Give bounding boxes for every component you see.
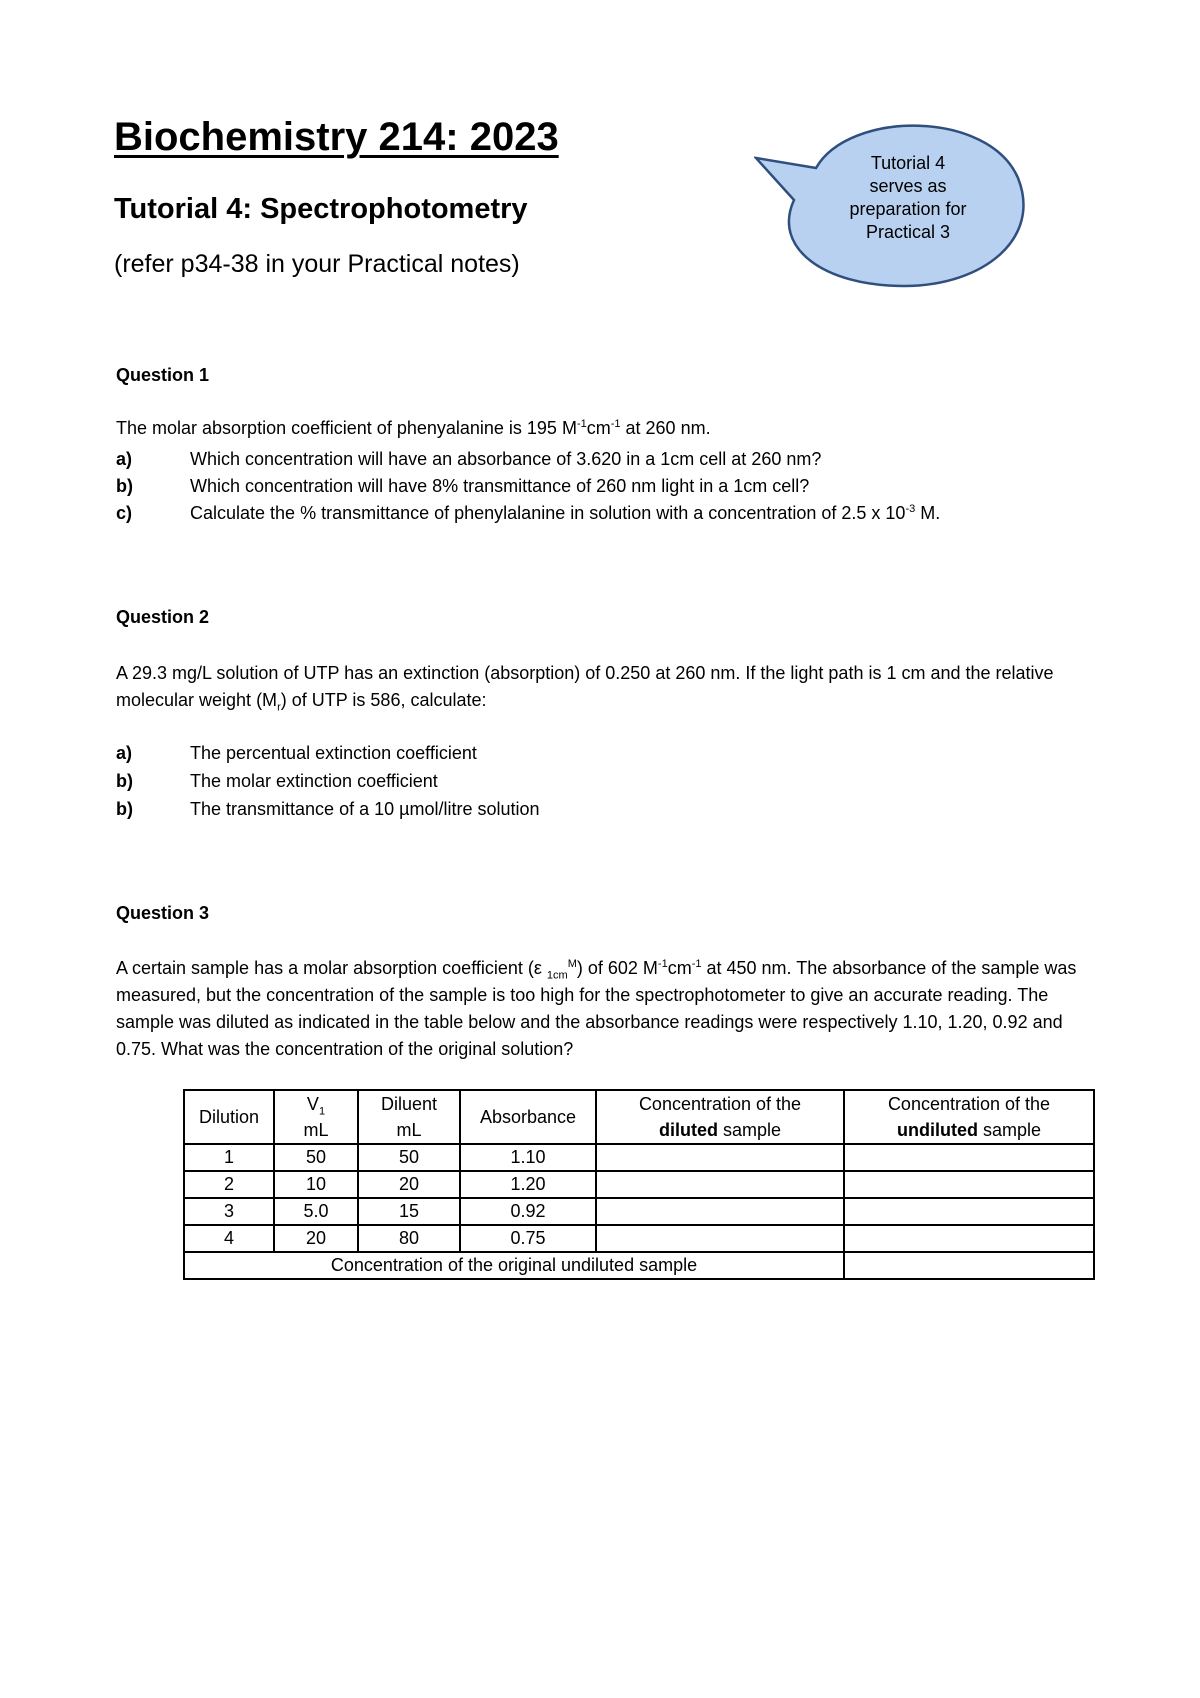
cell-absorbance: 0.75	[460, 1225, 596, 1252]
item-text: The transmittance of a 10 µmol/litre solution	[190, 799, 540, 819]
col-header-dilution: Dilution	[184, 1090, 274, 1144]
cell-dilution: 4	[184, 1225, 274, 1252]
tutorial-subtitle: Tutorial 4: Spectrophotometry	[114, 193, 528, 225]
table-footer-row	[184, 1252, 1094, 1279]
cell-v1: 50	[274, 1144, 358, 1171]
callout-line: Tutorial 4	[870, 153, 946, 173]
cell-diluent: 15	[358, 1198, 460, 1225]
cell-diluent: 80	[358, 1225, 460, 1252]
item-label: a)	[116, 449, 133, 469]
callout-text	[806, 152, 1010, 244]
item-text: Which concentration will have an absorbance of 3.620 in a 1cm cell at 260 nm?	[190, 449, 822, 469]
document-title: Biochemistry 214: 2023	[114, 115, 559, 159]
reference-note: (refer p34-38 in your Practical notes)	[114, 250, 520, 278]
cell-conc-diluted	[596, 1198, 844, 1225]
list-item	[116, 473, 940, 500]
list-item	[116, 767, 540, 795]
cell-dilution: 2	[184, 1171, 274, 1198]
item-label: a)	[116, 743, 133, 763]
col-header-v1: $V_1$ mL	[274, 1090, 358, 1144]
cell-absorbance: 1.10	[460, 1144, 596, 1171]
item-text: The molar extinction coefficient	[190, 771, 438, 791]
cell-conc-diluted	[596, 1225, 844, 1252]
callout-line: serves as	[869, 176, 947, 196]
cell-conc-diluted	[596, 1171, 844, 1198]
col-header-absorbance: Absorbance	[460, 1090, 596, 1144]
callout-line: preparation for	[849, 199, 967, 219]
col-header-conc-undiluted: Concentration of the undiluted sample	[844, 1090, 1094, 1144]
item-label: b)	[116, 799, 133, 819]
callout-line: Practical 3	[865, 222, 951, 242]
cell-diluent: 20	[358, 1171, 460, 1198]
cell-absorbance: 1.20	[460, 1171, 596, 1198]
table-row	[184, 1225, 1094, 1252]
cell-v1: 10	[274, 1171, 358, 1198]
cell-conc-diluted	[596, 1144, 844, 1171]
cell-conc-undiluted	[844, 1225, 1094, 1252]
item-label: b)	[116, 476, 133, 496]
list-item	[116, 795, 540, 823]
item-label: b)	[116, 771, 133, 791]
question-2-heading: Question 2	[116, 607, 210, 627]
cell-conc-undiluted	[844, 1144, 1094, 1171]
question-1-items	[116, 446, 940, 527]
cell-diluent: 50	[358, 1144, 460, 1171]
col-header-conc-diluted: Concentration of the diluted sample	[596, 1090, 844, 1144]
table-header-row	[184, 1090, 1094, 1144]
cell-absorbance: 0.92	[460, 1198, 596, 1225]
footer-value	[844, 1252, 1094, 1279]
question-3-paragraph: A certain sample has a molar absorption coefficient (ε $_{1cm}^M$) of 602 $M^{-1}cm^{-1}$ at 450 nm. The absorbance of the sample was measured, but the concentration of the sample is too high for the spectrophotometer to give an accurate reading. The sample was diluted as indicated in the table below and the absorbance readings were respectively 1.10, 1.20, 0.92 and 0.75. What was the concentration of the original solution?	[116, 958, 1077, 1059]
item-label: c)	[116, 503, 133, 523]
list-item	[116, 500, 940, 527]
footer-label: Concentration of the original undiluted sample	[184, 1252, 844, 1279]
col-header-diluent: Diluent mL	[358, 1090, 460, 1144]
cell-conc-undiluted	[844, 1171, 1094, 1198]
item-text: Which concentration will have 8% transmittance of 260 nm light in a 1cm cell?	[190, 476, 810, 496]
question-3-heading: Question 3	[116, 903, 210, 923]
table-row	[184, 1198, 1094, 1225]
question-1-heading: Question 1	[116, 365, 210, 385]
dilution-table	[183, 1089, 1095, 1280]
cell-dilution: 3	[184, 1198, 274, 1225]
question-2-items	[116, 739, 540, 823]
list-item	[116, 446, 940, 473]
cell-dilution: 1	[184, 1144, 274, 1171]
table-row	[184, 1144, 1094, 1171]
cell-v1: 20	[274, 1225, 358, 1252]
question-2-paragraph: A 29.3 mg/L solution of UTP has an extinction (absorption) of 0.250 at 260 nm. If the light path is 1 cm and the relative molecular weight $(M_r)$ of UTP is 586, calculate:	[116, 663, 1054, 714]
list-item	[116, 739, 540, 767]
cell-v1: 5.0	[274, 1198, 358, 1225]
item-text: Calculate the % transmittance of phenylalanine in solution with a concentration of 2.5 x $10^{-3}$ M.	[190, 503, 941, 523]
table-row	[184, 1171, 1094, 1198]
item-text: The percentual extinction coefficient	[190, 743, 477, 763]
cell-conc-undiluted	[844, 1198, 1094, 1225]
question-1-intro: The molar absorption coefficient of phenyalanine is 195 $M^{-1}cm^{-1}$ at 260 nm.	[116, 418, 711, 438]
